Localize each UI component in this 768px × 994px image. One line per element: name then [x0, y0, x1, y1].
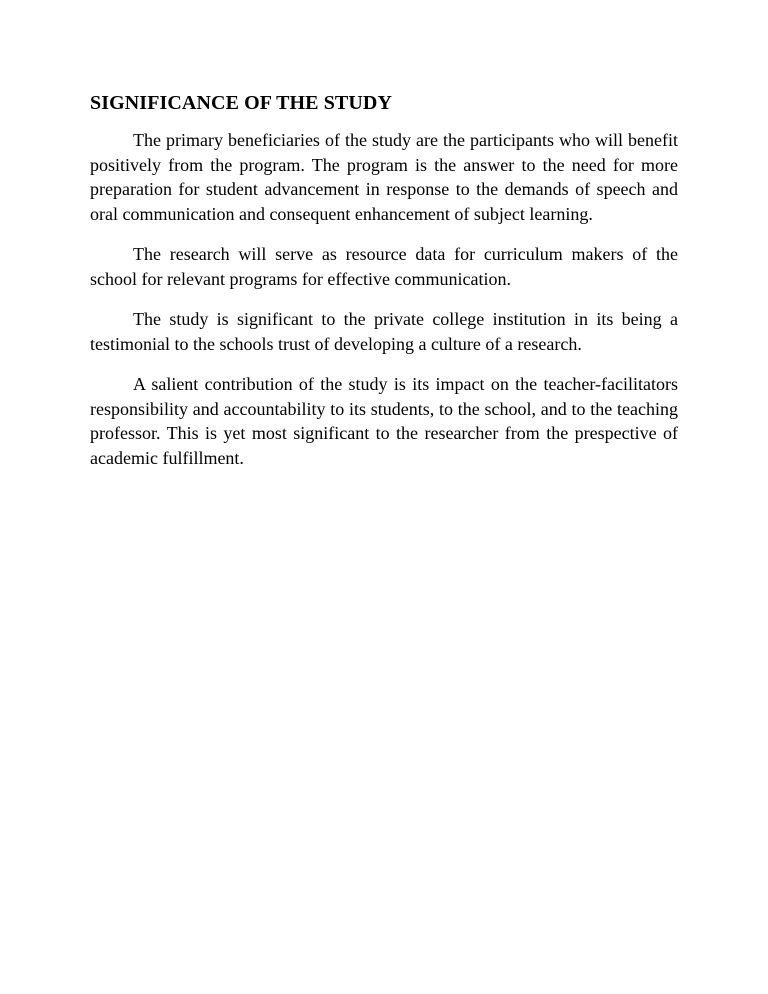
- section-heading: SIGNIFICANCE OF THE STUDY: [90, 92, 393, 114]
- paragraph-curriculum: The research will serve as resource data for curriculum makers of the school for relevant programs for effective communication.: [90, 244, 678, 289]
- paragraph-beneficiaries: The primary beneficiaries of the study are the participants who will benefit positively from the program. The program is the answer to the need for more preparation for student advancement in response to the demands of speech and oral communication and consequent enhancement of subject learning.: [90, 130, 678, 224]
- document-page: [90, 88, 678, 486]
- paragraph-contribution: A salient contribution of the study is its impact on the teacher-facilitators responsibility and accountability to its students, to the school, and to the teaching professor. This is yet most significant to the researcher from the prespective of academic fulfillment.: [90, 374, 678, 468]
- paragraph-institution: The study is significant to the private college institution in its being a testimonial to the schools trust of developing a culture of a research.: [90, 309, 678, 354]
